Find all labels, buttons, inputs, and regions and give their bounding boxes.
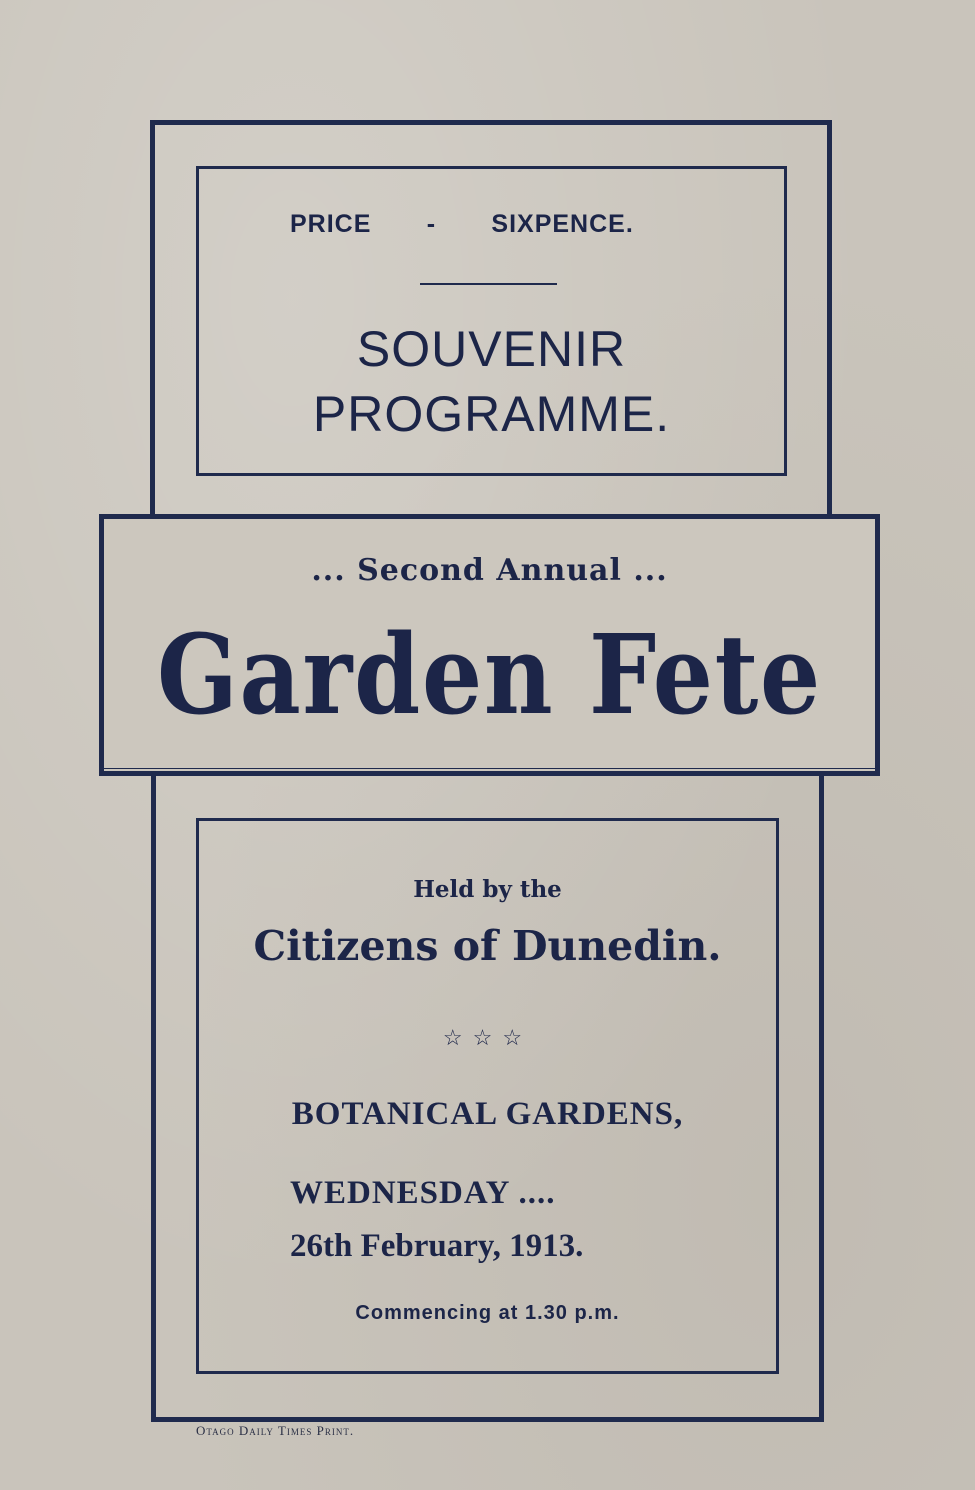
star-ornament-icon: ☆☆☆ (442, 1025, 533, 1050)
price-line (290, 210, 700, 239)
second-annual-subtitle: ... Second Annual ... (311, 553, 668, 588)
date-text: 26th February, 1913. (290, 1228, 584, 1264)
price-rule-divider (420, 283, 557, 285)
price-label: PRICE (290, 210, 372, 238)
start-time-text: Commencing at 1.30 p.m. (355, 1302, 620, 1324)
held-by-text: Held by the (413, 876, 562, 903)
price-value: SIXPENCE. (491, 210, 634, 238)
price-dash: - (426, 210, 437, 238)
printer-credit: Otago Daily Times Print. (196, 1423, 355, 1438)
fete-title: Garden Fete (157, 610, 822, 739)
venue-text: BOTANICAL GARDENS, (291, 1096, 684, 1132)
day-text: WEDNESDAY .... (290, 1175, 556, 1211)
souvenir-heading-line2: PROGRAMME. (312, 386, 671, 442)
citizens-heading: Citizens of Dunedin. (253, 922, 722, 970)
souvenir-heading-line1: SOUVENIR (356, 321, 627, 377)
